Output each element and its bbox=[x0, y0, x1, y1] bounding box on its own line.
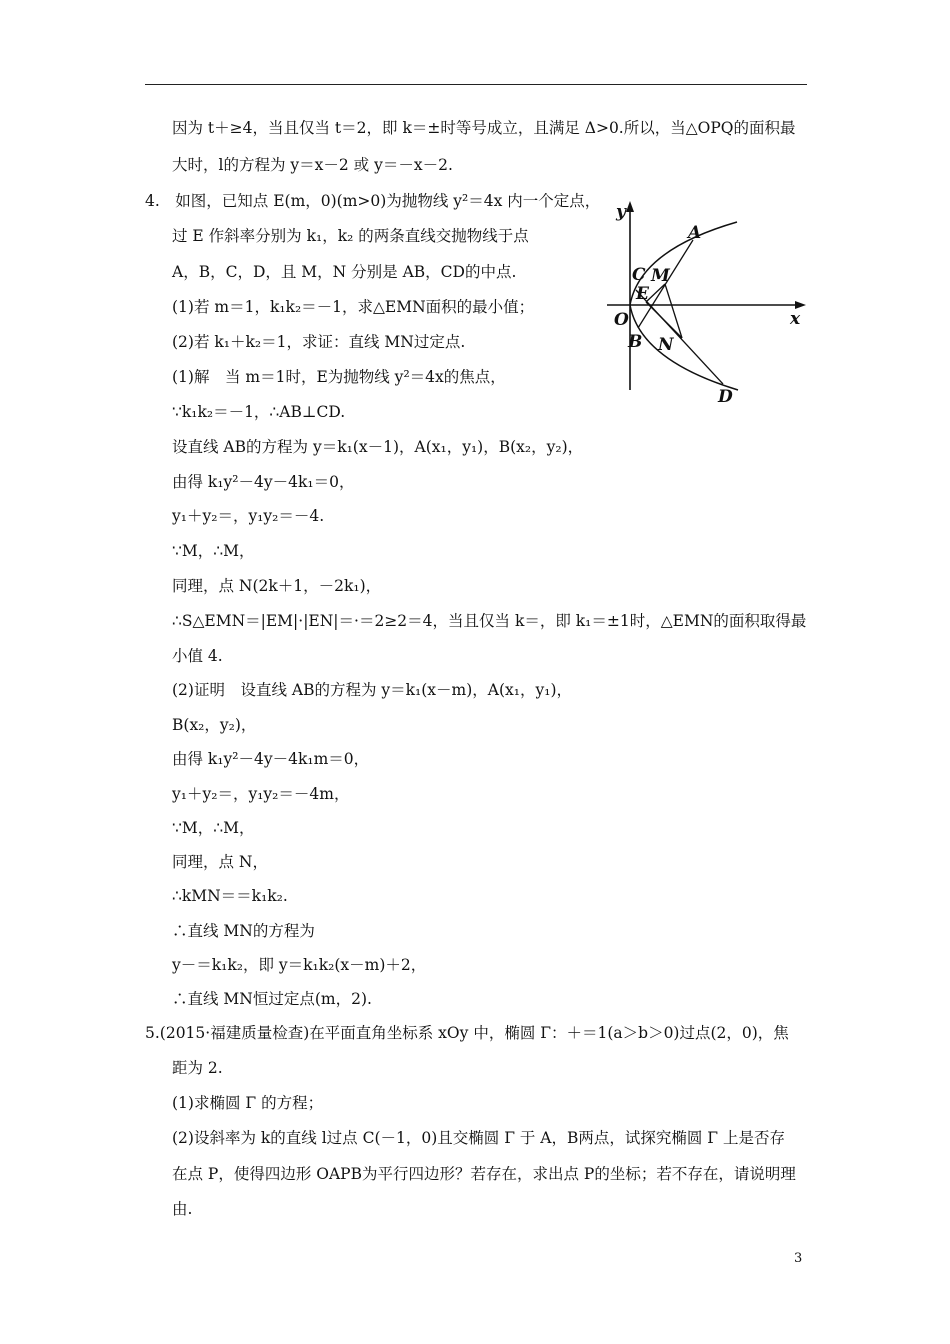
text-line: ∴kMN＝＝k₁k₂. bbox=[172, 887, 288, 905]
text-line: 因为 t＋≥4，当且仅当 t＝2，即 k＝±时等号成立，且满足 Δ>0.所以，当△OPQ的面积最 bbox=[172, 119, 796, 137]
label-y: y bbox=[616, 202, 626, 222]
label-e: E bbox=[636, 284, 649, 304]
text-line: (1)若 m＝1，k₁k₂＝－1，求△EMN面积的最小值； bbox=[172, 298, 535, 316]
text-line: 由得 k₁y²－4y－4k₁＝0， bbox=[172, 473, 355, 491]
label-c: C bbox=[632, 265, 646, 285]
label-o: O bbox=[614, 310, 629, 330]
x-axis-arrow-icon bbox=[795, 301, 806, 309]
text-line: 距为 2. bbox=[172, 1059, 223, 1077]
text-line: 4. 如图，已知点 E(m，0)(m>0)为抛物线 y²＝4x 内一个定点， bbox=[145, 192, 601, 210]
parabola-figure bbox=[600, 195, 815, 410]
label-x: x bbox=[790, 309, 801, 329]
text-line: ∴直线 MN的方程为 bbox=[172, 922, 315, 940]
text-line: (1)解 当 m＝1时，E为抛物线 y²＝4x的焦点， bbox=[172, 368, 506, 386]
text-line: (2)证明 设直线 AB的方程为 y＝k₁(x－m)，A(x₁，y₁)， bbox=[172, 681, 573, 699]
label-a: A bbox=[688, 223, 702, 243]
text-line: 过 E 作斜率分别为 k₁，k₂ 的两条直线交抛物线于点 bbox=[172, 227, 529, 245]
label-b: B bbox=[628, 332, 643, 352]
text-line: ∴S△EMN＝|EM|·|EN|＝·＝2≥2＝4，当且仅当 k＝，即 k₁＝±1时，△EMN的面积取得最 bbox=[172, 612, 807, 630]
text-line: (2)设斜率为 k的直线 l过点 C(－1，0)且交椭圆 Γ 于 A，B两点，试探究椭圆 Γ 上是否存 bbox=[172, 1129, 785, 1147]
text-line: ∵M，∴M， bbox=[172, 819, 255, 837]
text-line: 由. bbox=[172, 1200, 193, 1218]
label-m: M bbox=[651, 266, 670, 286]
text-line: A，B，C，D，且 M，N 分别是 AB，CD的中点. bbox=[172, 263, 517, 281]
chord-cd bbox=[636, 290, 723, 384]
text-line: 5.(2015·福建质量检查)在平面直角坐标系 xOy 中，椭圆 Γ：＋＝1(a＞b＞0)过点(2，0)，焦 bbox=[145, 1024, 789, 1042]
page-number: 3 bbox=[794, 1251, 803, 1266]
text-line: B(x₂，y₂)， bbox=[172, 716, 257, 734]
text-line: 小值 4. bbox=[172, 647, 223, 665]
text-line: 在点 P，使得四边形 OAPB为平行四边形？若存在，求出点 P的坐标；若不存在，请说明理 bbox=[172, 1165, 796, 1183]
text-line: (2)若 k₁＋k₂＝1，求证：直线 MN过定点. bbox=[172, 333, 466, 351]
text-line: y－＝k₁k₂，即 y＝k₁k₂(x－m)＋2， bbox=[172, 956, 427, 974]
text-line: (1)求椭圆 Γ 的方程； bbox=[172, 1094, 324, 1112]
text-line: 大时，l的方程为 y＝x－2 或 y＝－x－2. bbox=[172, 156, 453, 174]
text-line: 由得 k₁y²－4y－4k₁m＝0， bbox=[172, 750, 370, 768]
text-line: 设直线 AB的方程为 y＝k₁(x－1)，A(x₁，y₁)，B(x₂，y₂)， bbox=[172, 438, 584, 456]
text-line: 同理，点 N(2k＋1，－2k₁)， bbox=[172, 577, 382, 595]
text-line: ∵k₁k₂＝－1，∴AB⊥CD. bbox=[172, 403, 346, 421]
text-line: ∴直线 MN恒过定点(m，2). bbox=[172, 990, 372, 1008]
y-axis-arrow-icon bbox=[626, 201, 634, 212]
text-line: y₁＋y₂＝，y₁y₂＝－4. bbox=[172, 507, 325, 525]
header-rule bbox=[145, 84, 807, 85]
text-line: y₁＋y₂＝，y₁y₂＝－4m， bbox=[172, 785, 350, 803]
label-d: D bbox=[718, 387, 733, 407]
label-n: N bbox=[658, 335, 674, 355]
parabola-curve bbox=[630, 222, 738, 390]
text-line: 同理，点 N， bbox=[172, 853, 268, 871]
text-line: ∵M，∴M， bbox=[172, 542, 255, 560]
